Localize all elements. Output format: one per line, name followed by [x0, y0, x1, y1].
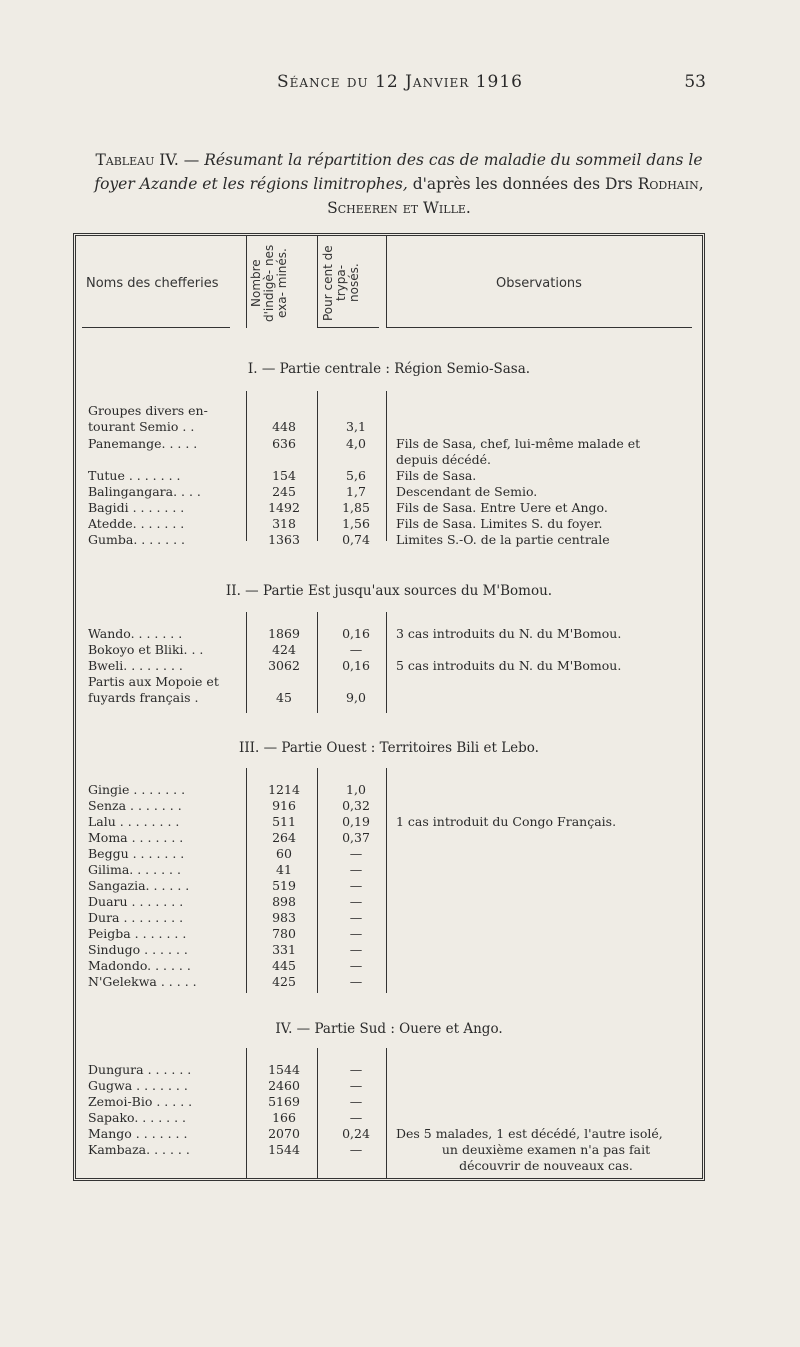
table-row [76, 846, 702, 862]
observation-text: Fils de Sasa. Entre Uere et Ango. [396, 500, 608, 515]
chefferie-name: Sangazia. . . . . . [88, 878, 190, 893]
chefferie-name: Tutue . . . . . . . [88, 468, 181, 483]
trypanosome-percent: 0,24 [342, 1126, 370, 1141]
trypanosome-percent: — [349, 894, 363, 909]
trypanosome-percent: — [349, 642, 363, 657]
chefferie-name: Lalu . . . . . . . . [88, 814, 180, 829]
section-title: IV. — Partie Sud : Ouere et Ango. [275, 1021, 503, 1037]
examined-count: 636 [272, 436, 296, 451]
chefferie-name: Dura . . . . . . . . [88, 910, 184, 925]
header-pct: Pour cent de trypa- nosés. [321, 245, 361, 321]
examined-count: 1544 [268, 1142, 300, 1157]
observation-text: 5 cas introduits du N. du M'Bomou. [396, 658, 622, 673]
table-row [76, 894, 702, 910]
header-count: Nombre d'indigè- nes exa- minés. [249, 244, 289, 322]
trypanosome-percent: — [349, 862, 363, 877]
table-row [76, 942, 702, 958]
table-row [76, 1094, 702, 1110]
chefferie-name: Peigba . . . . . . . [88, 926, 187, 941]
table-row [76, 516, 702, 532]
table-row [76, 814, 702, 830]
table-row [76, 674, 702, 690]
examined-count: 1869 [268, 626, 300, 641]
chefferie-name: Zemoi-Bio . . . . . [88, 1094, 193, 1109]
table-row [76, 452, 702, 468]
caption-italic: Résumant la répartition des cas de maladie du sommeil dans le foyer Azande et les régions limitrophes, [94, 151, 703, 193]
examined-count: 154 [272, 468, 296, 483]
header-name: Noms des chefferies [86, 276, 219, 291]
table-row [76, 1078, 702, 1094]
table-row [76, 1062, 702, 1078]
trypanosome-percent: 0,37 [342, 830, 370, 845]
examined-count: 318 [272, 516, 296, 531]
examined-count: 425 [272, 974, 296, 989]
chefferie-name: Duaru . . . . . . . [88, 894, 184, 909]
examined-count: 1492 [268, 500, 300, 515]
chefferie-name: Wando. . . . . . . [88, 626, 183, 641]
header-observations: Observations [496, 276, 582, 291]
table-row [76, 642, 702, 658]
observation-text: depuis décédé. [396, 452, 492, 467]
chefferie-name: fuyards français . [88, 690, 199, 705]
examined-count: 245 [272, 484, 296, 499]
examined-count: 1363 [268, 532, 300, 547]
examined-count: 331 [272, 942, 296, 957]
running-title: Séance du 12 Janvier 1916 [277, 72, 523, 92]
trypanosome-percent: 9,0 [346, 690, 366, 705]
chefferie-name: Gingie . . . . . . . [88, 782, 186, 797]
observation-text: Fils de Sasa. [396, 468, 477, 483]
chefferie-name: Beggu . . . . . . . [88, 846, 185, 861]
trypanosome-percent: 1,85 [342, 500, 370, 515]
observation-text: Descendant de Semio. [396, 484, 538, 499]
chefferie-name: Moma . . . . . . . [88, 830, 184, 845]
trypanosome-percent: 0,74 [342, 532, 370, 547]
examined-count: 41 [276, 862, 292, 877]
table-row [76, 690, 702, 706]
page-number: 53 [684, 72, 706, 92]
trypanosome-percent: — [349, 1142, 363, 1157]
examined-count: 424 [272, 642, 296, 657]
trypanosome-percent: — [349, 958, 363, 973]
trypanosome-percent: — [349, 846, 363, 861]
trypanosome-percent: 1,0 [346, 782, 366, 797]
examined-count: 916 [272, 798, 296, 813]
chefferie-name: Sapako. . . . . . . [88, 1110, 187, 1125]
examined-count: 60 [276, 846, 292, 861]
table-row [76, 958, 702, 974]
section-title: III. — Partie Ouest : Territoires Bili et Lebo. [239, 740, 539, 756]
caption-rest: d'après les données des Drs [407, 175, 638, 193]
examined-count: 1544 [268, 1062, 300, 1077]
header-divider [386, 236, 387, 328]
observation-text: Des 5 malades, 1 est décédé, l'autre isolé, [396, 1126, 663, 1141]
examined-count: 3062 [268, 658, 300, 673]
chefferie-name: Bagidi . . . . . . . [88, 500, 185, 515]
table-row [76, 403, 702, 419]
table-row [76, 798, 702, 814]
table-row [76, 1158, 702, 1174]
table-row [76, 626, 702, 642]
table-row [76, 782, 702, 798]
trypanosome-percent: 1,56 [342, 516, 370, 531]
trypanosome-percent: 0,16 [342, 658, 370, 673]
trypanosome-percent: — [349, 1062, 363, 1077]
caption-dash: — [178, 151, 205, 169]
table-row [76, 468, 702, 484]
examined-count: 445 [272, 958, 296, 973]
table-caption [86, 148, 712, 220]
trypanosome-percent: 4,0 [346, 436, 366, 451]
examined-count: 2460 [268, 1078, 300, 1093]
trypanosome-percent: — [349, 926, 363, 941]
table-row [76, 1110, 702, 1126]
chefferie-name: Bokoyo et Bliki. . . [88, 642, 204, 657]
table-row [76, 484, 702, 500]
header-rule [82, 327, 230, 328]
examined-count: 983 [272, 910, 296, 925]
trypanosome-percent: 3,1 [346, 419, 366, 434]
table-row [76, 500, 702, 516]
chefferie-name: Dungura . . . . . . [88, 1062, 192, 1077]
trypanosome-percent: — [349, 974, 363, 989]
chefferie-name: Gumba. . . . . . . [88, 532, 185, 547]
chefferie-name: N'Gelekwa . . . . . [88, 974, 197, 989]
trypanosome-percent: 1,7 [346, 484, 366, 499]
observation-text: 3 cas introduits du N. du M'Bomou. [396, 626, 622, 641]
table-row [76, 878, 702, 894]
examined-count: 2070 [268, 1126, 300, 1141]
chefferie-name: Atedde. . . . . . . [88, 516, 185, 531]
chefferie-name: Senza . . . . . . . [88, 798, 182, 813]
chefferie-name: Gilima. . . . . . . [88, 862, 181, 877]
table-row [76, 974, 702, 990]
table-row [76, 532, 702, 548]
chefferie-name: Bweli. . . . . . . . [88, 658, 183, 673]
examined-count: 448 [272, 419, 296, 434]
chefferie-name: Kambaza. . . . . . [88, 1142, 190, 1157]
caption-label: Tableau IV. [95, 151, 179, 169]
examined-count: 780 [272, 926, 296, 941]
chefferie-name: Balingangara. . . . [88, 484, 201, 499]
header-rule [386, 327, 692, 328]
header-rule [317, 327, 379, 328]
section-title: II. — Partie Est jusqu'aux sources du M'Bomou. [225, 583, 553, 599]
table-row [76, 926, 702, 942]
chefferie-name: Partis aux Mopoie et [88, 674, 219, 689]
chefferie-name: tourant Semio . . [88, 419, 195, 434]
observation-text: 1 cas introduit du Congo Français. [396, 814, 617, 829]
trypanosome-percent: — [349, 942, 363, 957]
table-row [76, 910, 702, 926]
table-row [76, 830, 702, 846]
header-divider [246, 236, 247, 328]
header-divider [317, 236, 318, 328]
trypanosome-percent: 0,19 [342, 814, 370, 829]
observation-text: Fils de Sasa, chef, lui-même malade et [396, 436, 641, 451]
trypanosome-percent: 5,6 [346, 468, 366, 483]
examined-count: 45 [276, 690, 292, 705]
examined-count: 264 [272, 830, 296, 845]
observation-text: découvrir de nouveaux cas. [459, 1158, 633, 1173]
trypanosome-percent: — [349, 910, 363, 925]
examined-count: 519 [272, 878, 296, 893]
observation-text: Limites S.-O. de la partie centrale [396, 532, 610, 547]
table-row [76, 658, 702, 674]
running-header [0, 72, 800, 102]
trypanosome-percent: — [349, 1110, 363, 1125]
observation-text: Fils de Sasa. Limites S. du foyer. [396, 516, 603, 531]
trypanosome-percent: 0,32 [342, 798, 370, 813]
chefferie-name: Mango . . . . . . . [88, 1126, 188, 1141]
trypanosome-percent: 0,16 [342, 626, 370, 641]
chefferie-name: Madondo. . . . . . [88, 958, 191, 973]
table-row [76, 419, 702, 435]
table-row [76, 1126, 702, 1142]
examined-count: 898 [272, 894, 296, 909]
table-row [76, 1142, 702, 1158]
table-row [76, 862, 702, 878]
chefferie-name: Groupes divers en- [88, 403, 208, 418]
section-title: I. — Partie centrale : Région Semio-Sasa. [247, 361, 531, 377]
chefferie-name: Sindugo . . . . . . [88, 942, 188, 957]
caption-authors: Rodhain, Scheeren et Wille. [327, 175, 704, 217]
examined-count: 166 [272, 1110, 296, 1125]
examined-count: 5169 [268, 1094, 300, 1109]
chefferies-table [73, 233, 705, 1181]
trypanosome-percent: — [349, 1094, 363, 1109]
examined-count: 1214 [268, 782, 300, 797]
examined-count: 511 [272, 814, 296, 829]
observation-text: un deuxième examen n'a pas fait [441, 1142, 651, 1157]
chefferie-name: Gugwa . . . . . . . [88, 1078, 188, 1093]
trypanosome-percent: — [349, 1078, 363, 1093]
trypanosome-percent: — [349, 878, 363, 893]
table-row [76, 436, 702, 452]
chefferie-name: Panemange. . . . . [88, 436, 198, 451]
